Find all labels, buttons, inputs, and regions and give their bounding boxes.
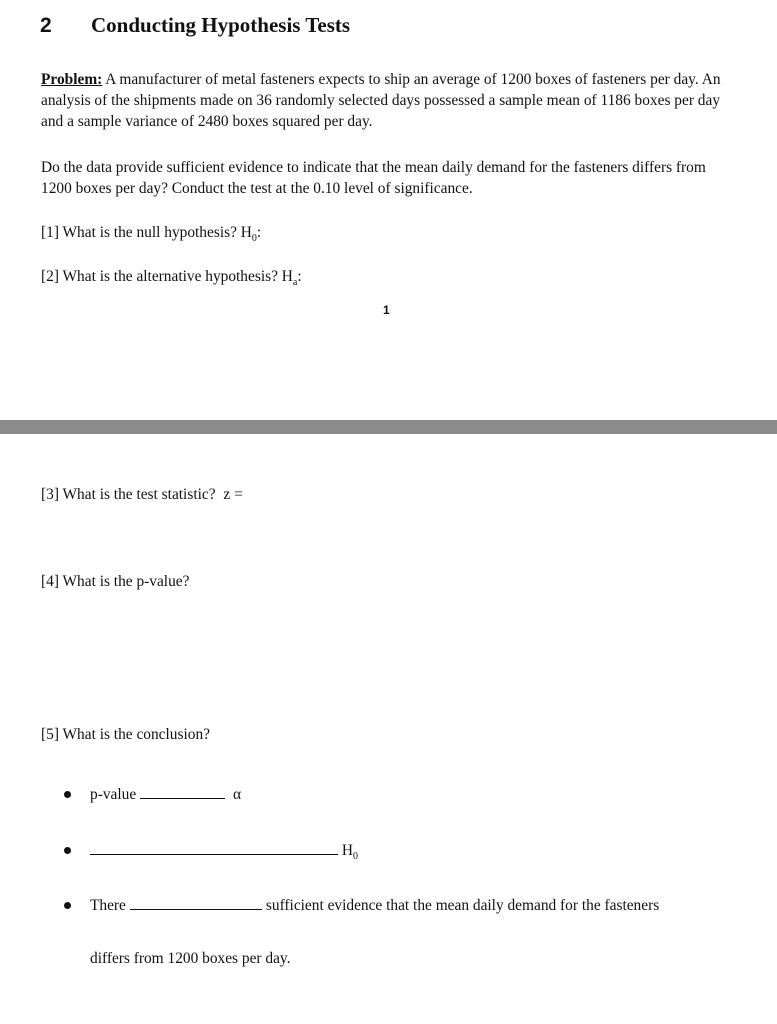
- question-3: [41, 486, 243, 504]
- section-title: Conducting Hypothesis Tests: [91, 13, 351, 37]
- bullet-3-continuation: differs from 1200 boxes per day.: [90, 950, 291, 967]
- bullet-1-line: [90, 784, 241, 804]
- question-4: [4] What is the p-value?: [41, 573, 190, 590]
- problem-label: Problem:: [41, 71, 103, 88]
- problem-question: Do the data provide sufficient evidence to indicate that the mean daily demand for the fasteners differs from 1200 boxes per day? Conduct the test at the 0.10 level of significance.: [41, 159, 706, 197]
- alt-hypothesis-symbol: H: [281, 268, 293, 285]
- bullet-3: [64, 902, 71, 909]
- page-break: [0, 420, 777, 434]
- question-2-text: [2] What is the alternative hypothesis?: [41, 268, 278, 285]
- question-2: [41, 268, 302, 288]
- question-1-colon: :: [256, 224, 262, 241]
- alpha-symbol: α: [233, 786, 242, 803]
- section-number: 2: [40, 14, 52, 37]
- p-value-label: p-value: [90, 786, 137, 803]
- bullet-1: [64, 791, 71, 798]
- there-label: There: [90, 897, 126, 914]
- bullet-2-line: [90, 840, 358, 862]
- h0-symbol: H: [341, 842, 353, 859]
- bullet-2: [64, 847, 71, 854]
- null-hypothesis-symbol: H: [240, 224, 252, 241]
- question-2-colon: :: [297, 268, 302, 285]
- question-1: [41, 224, 261, 244]
- evidence-blank[interactable]: [130, 895, 262, 910]
- question-3-text: [3] What is the test statistic?: [41, 486, 216, 503]
- page-number: 1: [383, 303, 390, 317]
- decision-blank[interactable]: [90, 840, 338, 855]
- test-statistic-label: z =: [223, 486, 243, 503]
- p-value-comparison-blank[interactable]: [140, 784, 225, 799]
- alt-hypothesis-subscript: a: [292, 277, 298, 289]
- bullet-3-text: sufficient evidence that the mean daily demand for the fasteners: [265, 897, 660, 914]
- problem-paragraph: [41, 69, 731, 132]
- h0-subscript: 0: [352, 851, 358, 863]
- null-hypothesis-subscript: 0: [251, 233, 257, 245]
- question-1-text: [1] What is the null hypothesis?: [41, 224, 237, 241]
- bullet-3-line: [90, 895, 659, 915]
- problem-text: A manufacturer of metal fasteners expects to ship an average of 1200 boxes of fasteners per day. An analysis of the shipments made on 36 randomly selected days possessed a sample mean of 1186 boxes per day and a sample variance of 2480 boxes squared per day.: [41, 71, 721, 130]
- question-5: [5] What is the conclusion?: [41, 726, 210, 743]
